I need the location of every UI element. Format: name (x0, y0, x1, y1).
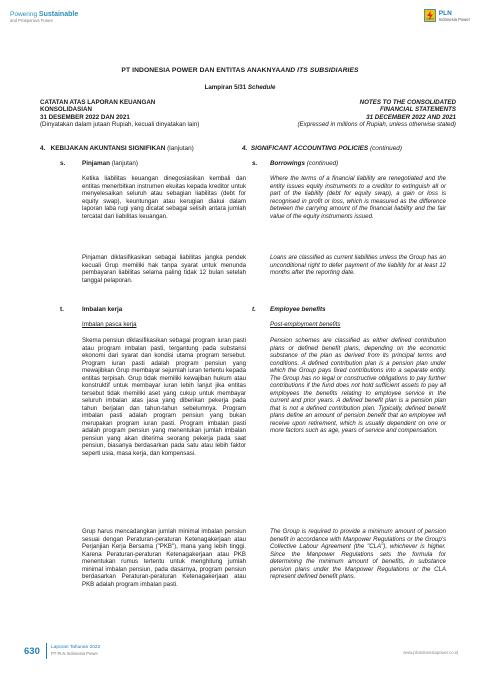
tagline-emphasis: Sustainable (38, 11, 79, 18)
schedule-id: Lampiran 5/31 (204, 84, 247, 91)
section-heading-right (242, 145, 402, 152)
header-left-line2: KONSOLIDASIAN (40, 106, 92, 114)
subsection-marker-left-s: s. (60, 160, 66, 167)
footer-title (51, 645, 100, 656)
sub-s-left-title: Pinjaman (82, 160, 110, 167)
subheading-left-postemployment: Imbalan pasca kerja (82, 321, 137, 328)
footer-report-title: Laporan Tahunan 2022 (51, 645, 101, 650)
subsection-title-left-t: Imbalan kerja (82, 306, 123, 313)
footer-divider (46, 643, 47, 659)
company-logo (424, 9, 470, 22)
schedule-label (0, 84, 480, 91)
section-heading-left (40, 145, 194, 152)
document-title (0, 67, 480, 74)
header-right-line2: FINANCIAL STATEMENTS (380, 106, 456, 114)
section-title-right: SIGNIFICANT ACCOUNTING POLICIES (250, 145, 369, 152)
tagline-sub: and Prosperous Future (10, 18, 53, 23)
pln-logo-icon (424, 9, 436, 22)
section-number-right: 4. (242, 145, 248, 152)
section-cont-right: (continued) (369, 145, 402, 152)
page-number: 630 (24, 646, 40, 657)
paragraph-right-t1: Pension schemes are classified as either defined contribution plans or defined benefit plans, depending on the economic substance of the plan as derived from its principal terms and conditions. A defined contribution plan is a pension plan under which the Group pays fixed contributions into a separate entity. The Group has no legal or constructive obligations to pay further contributions if the fund does not hold sufficient assets to pay all employees the benefits relating to employee service in the current and prior years. A defined benefit plan is a pension plan that is not a defined contribution plan. Typically, defined benefit plans define an amount of pension benefit that an employee will receive upon retirement, which is usually dependent on one or more factors such as age, years of service and compensation. (270, 337, 446, 434)
sub-s-right-cont: (continued) (306, 160, 339, 167)
logo-name: PLN (438, 9, 452, 17)
header-right-line3: 31 DECEMBER 2022 AND 2021 (366, 113, 456, 121)
paragraph-left-t2: Grup harus mencadangkan jumlah minimal imbalan pensiun sesuai dengan Peraturan-peraturan Ketenagakerjaan atau Perjanjian Kerja Bersama ("PKB"), mana yang lebih tinggi. Karena Peraturan-peraturan Ketenagakerjaan atau PKB menentukan rumus tertentu untuk menghitung jumlah minimal imbalan pensiun, pada dasarnya, program pensiun berdasarkan Peraturan-peraturan Ketenagakerjaan atau PKB adalah program imbalan pasti. (82, 528, 246, 588)
paragraph-left-s1: Ketika liabilitas keuangan dinegosiasikan kembali dan entitas menerbitkan instrumen ekuitas kepada kreditor untuk menyelesaikan seluruh atau sebagian liabilitas (debt for equity swap), keuntungan atau kerugian diakui dalam laporan laba rugi yang dicatat sebagai selisih antara jumlah tercatat dari liabilitas keuangan. (82, 175, 246, 220)
subsection-marker-left-t: t. (60, 306, 64, 313)
paragraph-right-s2: Loans are classified as current liabilities unless the Group has an unconditional right to defer payment of the liability for at least 12 months after the reporting date. (270, 254, 446, 276)
header-right-line4: (Expressed in millions of Rupiah, unless otherwise stated) (297, 121, 456, 129)
section-number-left: 4. (40, 145, 46, 152)
section-cont-left: (lanjutan) (167, 145, 194, 152)
header-left-line4: (Dinyatakan dalam jutaan Rupiah, kecuali dinyatakan lain) (40, 121, 200, 129)
header-left-line3: 31 DESEMBER 2022 DAN 2021 (40, 113, 130, 121)
subsection-marker-right-t: t. (252, 306, 256, 313)
subsection-title-right-t: Employee benefits (270, 306, 326, 313)
title-main: PT INDONESIA POWER DAN ENTITAS ANAKNYA (121, 67, 281, 74)
logo-sub: Indonesia Power (438, 16, 470, 22)
subsection-title-left-s (82, 160, 138, 167)
subsection-title-right-s (270, 160, 338, 167)
schedule-en: Schedule (247, 84, 276, 91)
footer-url[interactable]: www.plnindonesiapower.co.id (403, 650, 458, 655)
brand-tagline (10, 11, 78, 23)
section-title-left: KEBIJAKAN AKUNTANSI SIGNIFIKAN (50, 145, 166, 152)
header-right-line1: NOTES TO THE CONSOLIDATED (359, 99, 456, 106)
tagline-prefix: Powering (10, 11, 38, 18)
title-main-en: AND ITS SUBSIDIARIES (280, 67, 359, 74)
paragraph-right-t2: The Group is required to provide a minimum amount of pension benefit in accordance with Manpower Regulations or the Group's Collective Labour Agreement (the "CLA"), whichever is higher. Since the Manpower Regulations sets the formula for determining the minimum amount of benefits, in substance pension plans under the Manpower Regulations or the CLA represent defined benefit plans. (270, 528, 446, 580)
header-left-line1: CATATAN ATAS LAPORAN KEUANGAN (40, 99, 156, 106)
paragraph-left-t1: Skema pensiun diklasifikasikan sebagai program iuran pasti atau program imbalan pasti, tergantung pada substansi ekonomi dari syarat dan kondisi utama program tersebut. Program iuran pasti adalah program pensiun yang mewajibkan Grup membayar sejumlah iuran tertentu kepada entitas terpisah. Grup tidak memiliki kewajiban hukum atau konstruktif untuk membayar iuran lebih lanjut jika entitas tersebut tidak memiliki aset yang cukup untuk membayar seluruh imbalan atas jasa yang diberikan pekerja pada tahun berjalan dan tahun-tahun sebelumnya. Program imbalan pasti adalah program pensiun yang bukan merupakan program iuran pasti. Program imbalan pasti adalah program pensiun yang menentukan jumlah imbalan pensiun yang akan diterima seorang pekerja pada saat pensiun, biasanya berdasarkan pada satu atau lebih faktor seperti usia, masa kerja, dan kompensasi. (82, 337, 246, 457)
subsection-marker-right-s: s. (252, 160, 258, 167)
sub-s-right-title: Borrowings (270, 160, 305, 167)
subheading-right-postemployment: Post-employment benefits (270, 321, 341, 328)
header-right (226, 99, 456, 129)
footer-company: PT PLN Indonesia Power (51, 650, 98, 656)
paragraph-left-s2: Pinjaman diklasifikasikan sebagai liabilitas jangka pendek kecuali Grup memiliki hak tanpa syarat untuk menunda pembayaran liabilitas selama paling tidak 12 bulan setelah tanggal pelaporan. (82, 254, 246, 284)
paragraph-right-s1: Where the terms of a financial liability are renegotiated and the entity issues equity instruments to a creditor to extinguish all or part of the liability (debt for equity swap), a gain or loss is recognised in profit or loss, which is measured as the difference between the carrying amount of the financial liability and the fair value of the equity instruments issued. (270, 175, 446, 220)
sub-s-left-cont: (lanjutan) (111, 160, 139, 167)
